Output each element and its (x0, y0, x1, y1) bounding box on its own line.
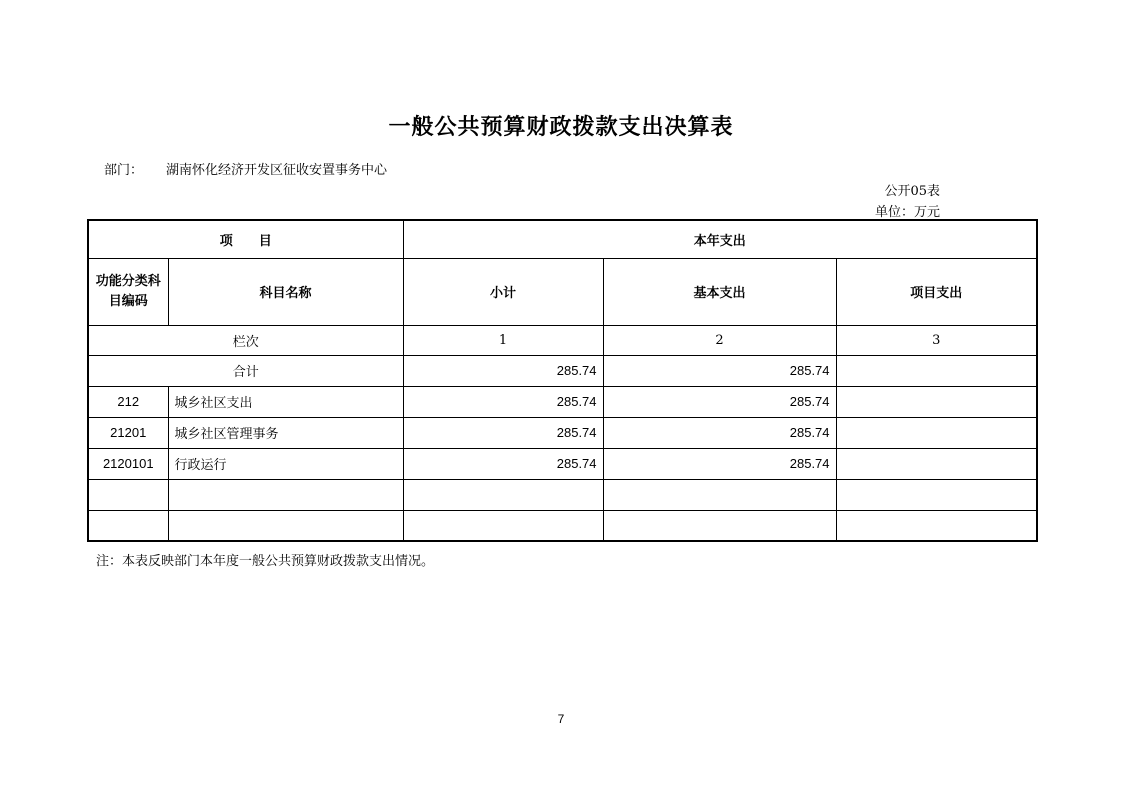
empty-cell (88, 479, 168, 510)
row-code: 21201 (88, 417, 168, 448)
empty-cell (836, 510, 1037, 541)
header-item: 项 目 (88, 220, 403, 258)
table-row (88, 448, 1037, 479)
empty-cell (403, 510, 603, 541)
header-subtotal: 小计 (403, 258, 603, 325)
header-project-expense: 项目支出 (836, 258, 1037, 325)
page-title: 一般公共预算财政拨款支出决算表 (388, 115, 734, 140)
row-subtotal: 285.74 (403, 448, 603, 479)
table-note: 注：本表反映部门本年度一般公共预算财政拨款支出情况。 (96, 554, 435, 569)
header-row-2 (88, 258, 1037, 325)
expense-table (87, 219, 1038, 542)
row-project (836, 448, 1037, 479)
column-index-row (88, 325, 1037, 355)
row-basic: 285.74 (603, 417, 836, 448)
row-basic: 285.74 (603, 448, 836, 479)
header-basic-expense: 基本支出 (603, 258, 836, 325)
row-name: 城乡社区支出 (168, 386, 403, 417)
header-current-year-expense: 本年支出 (403, 220, 1037, 258)
department-label: 部门： (104, 163, 144, 178)
total-basic: 285.74 (603, 355, 836, 386)
empty-cell (603, 479, 836, 510)
column-index-label: 栏次 (88, 325, 403, 355)
row-name: 行政运行 (168, 448, 403, 479)
form-number: 公开05表 (884, 184, 940, 199)
header-func-code: 功能分类科目编码 (88, 258, 168, 325)
row-code: 2120101 (88, 448, 168, 479)
row-project (836, 417, 1037, 448)
row-name: 城乡社区管理事务 (168, 417, 403, 448)
header-subject-name: 科目名称 (168, 258, 403, 325)
column-index-2: 2 (603, 325, 836, 355)
column-index-1: 1 (403, 325, 603, 355)
row-code: 212 (88, 386, 168, 417)
empty-cell (603, 510, 836, 541)
unit-label: 单位：万元 (874, 205, 940, 220)
department-name: 湖南怀化经济开发区征收安置事务中心 (166, 163, 388, 178)
row-project (836, 386, 1037, 417)
table-row (88, 386, 1037, 417)
department-line (104, 159, 387, 178)
total-label: 合计 (88, 355, 403, 386)
empty-cell (168, 479, 403, 510)
empty-cell (168, 510, 403, 541)
row-subtotal: 285.74 (403, 386, 603, 417)
total-project (836, 355, 1037, 386)
total-row (88, 355, 1037, 386)
empty-cell (403, 479, 603, 510)
total-subtotal: 285.74 (403, 355, 603, 386)
empty-cell (88, 510, 168, 541)
header-row-1 (88, 220, 1037, 258)
empty-row (88, 479, 1037, 510)
page-number: 7 (557, 712, 565, 726)
table-row (88, 417, 1037, 448)
empty-cell (836, 479, 1037, 510)
row-subtotal: 285.74 (403, 417, 603, 448)
empty-row (88, 510, 1037, 541)
column-index-3: 3 (836, 325, 1037, 355)
row-basic: 285.74 (603, 386, 836, 417)
